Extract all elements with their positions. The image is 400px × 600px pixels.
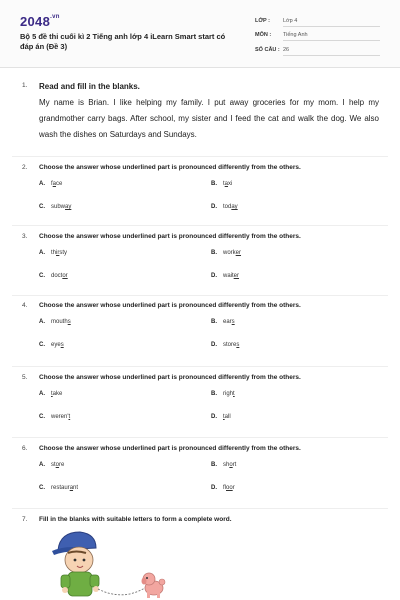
option-d[interactable]: D. tall [211, 414, 231, 420]
option-b[interactable]: B. worker [211, 250, 242, 256]
question-text: Choose the answer whose underlined part is pronounced differently from the others. [39, 164, 301, 171]
boy-walking-dog-illustration [44, 526, 174, 600]
option-d[interactable]: D. stores [211, 342, 240, 348]
option-d[interactable]: D. floor [211, 485, 235, 491]
option-b[interactable]: B. right [211, 391, 235, 397]
question-number: 3. [22, 233, 28, 240]
option-a[interactable]: A. store [39, 462, 65, 468]
option-d[interactable]: D. waiter [211, 273, 240, 279]
option-c[interactable]: C. eyes [39, 342, 64, 348]
option-c[interactable]: C. subway [39, 204, 72, 210]
option-b[interactable]: B. taxi [211, 181, 233, 187]
question-text: Fill in the blanks with suitable letters to form a complete word. [39, 516, 232, 523]
question-number: 7. [22, 516, 28, 523]
option-a[interactable]: A. thirsty [39, 250, 68, 256]
option-c[interactable]: C. doctor [39, 273, 68, 279]
question-number: 1. [22, 82, 28, 89]
reading-passage: My name is Brian. I like helping my family. I put away groceries for my mom. I help my grandmother carry bags. After school, my sister and I feed the cat and walk the dog. We also wash the dishes on Saturdays and Sundays. [39, 98, 379, 139]
question-text: Choose the answer whose underlined part is pronounced differently from the others. [39, 445, 301, 452]
meta-label: MÔN : [255, 32, 272, 38]
question-text: Choose the answer whose underlined part is pronounced differently from the others. [39, 302, 301, 309]
option-c[interactable]: C. weren't [39, 414, 71, 420]
option-b[interactable]: B. short [211, 462, 237, 468]
document-title: Bộ 5 đề thi cuối kì 2 Tiếng anh lớp 4 iLearn Smart start có đáp án (Đề 3) [20, 32, 226, 51]
question-text: Choose the answer whose underlined part is pronounced differently from the others. [39, 374, 301, 381]
question-number: 4. [22, 302, 28, 309]
option-c[interactable]: C. restaurant [39, 485, 79, 491]
site-logo[interactable]: $2048^{.vn}$ [20, 14, 60, 29]
question-text: Choose the answer whose underlined part is pronounced differently from the others. [39, 233, 301, 240]
meta-label: LỚP : [255, 18, 270, 24]
meta-label: SỐ CÂU : [255, 47, 280, 53]
question-text: Read and fill in the blanks. [39, 82, 140, 91]
option-d[interactable]: D. today [211, 204, 238, 210]
question-number: 6. [22, 445, 28, 452]
meta-value: 26 [283, 47, 290, 53]
question-number: 2. [22, 164, 28, 171]
option-a[interactable]: A. face [39, 181, 63, 187]
question-number: 5. [22, 374, 28, 381]
page-header [0, 0, 400, 68]
option-b[interactable]: B. ears [211, 319, 235, 325]
option-a[interactable]: A. take [39, 391, 63, 397]
option-a[interactable]: A. mouths [39, 319, 71, 325]
meta-value: Tiếng Anh [283, 32, 308, 38]
meta-value: Lớp 4 [283, 18, 298, 24]
